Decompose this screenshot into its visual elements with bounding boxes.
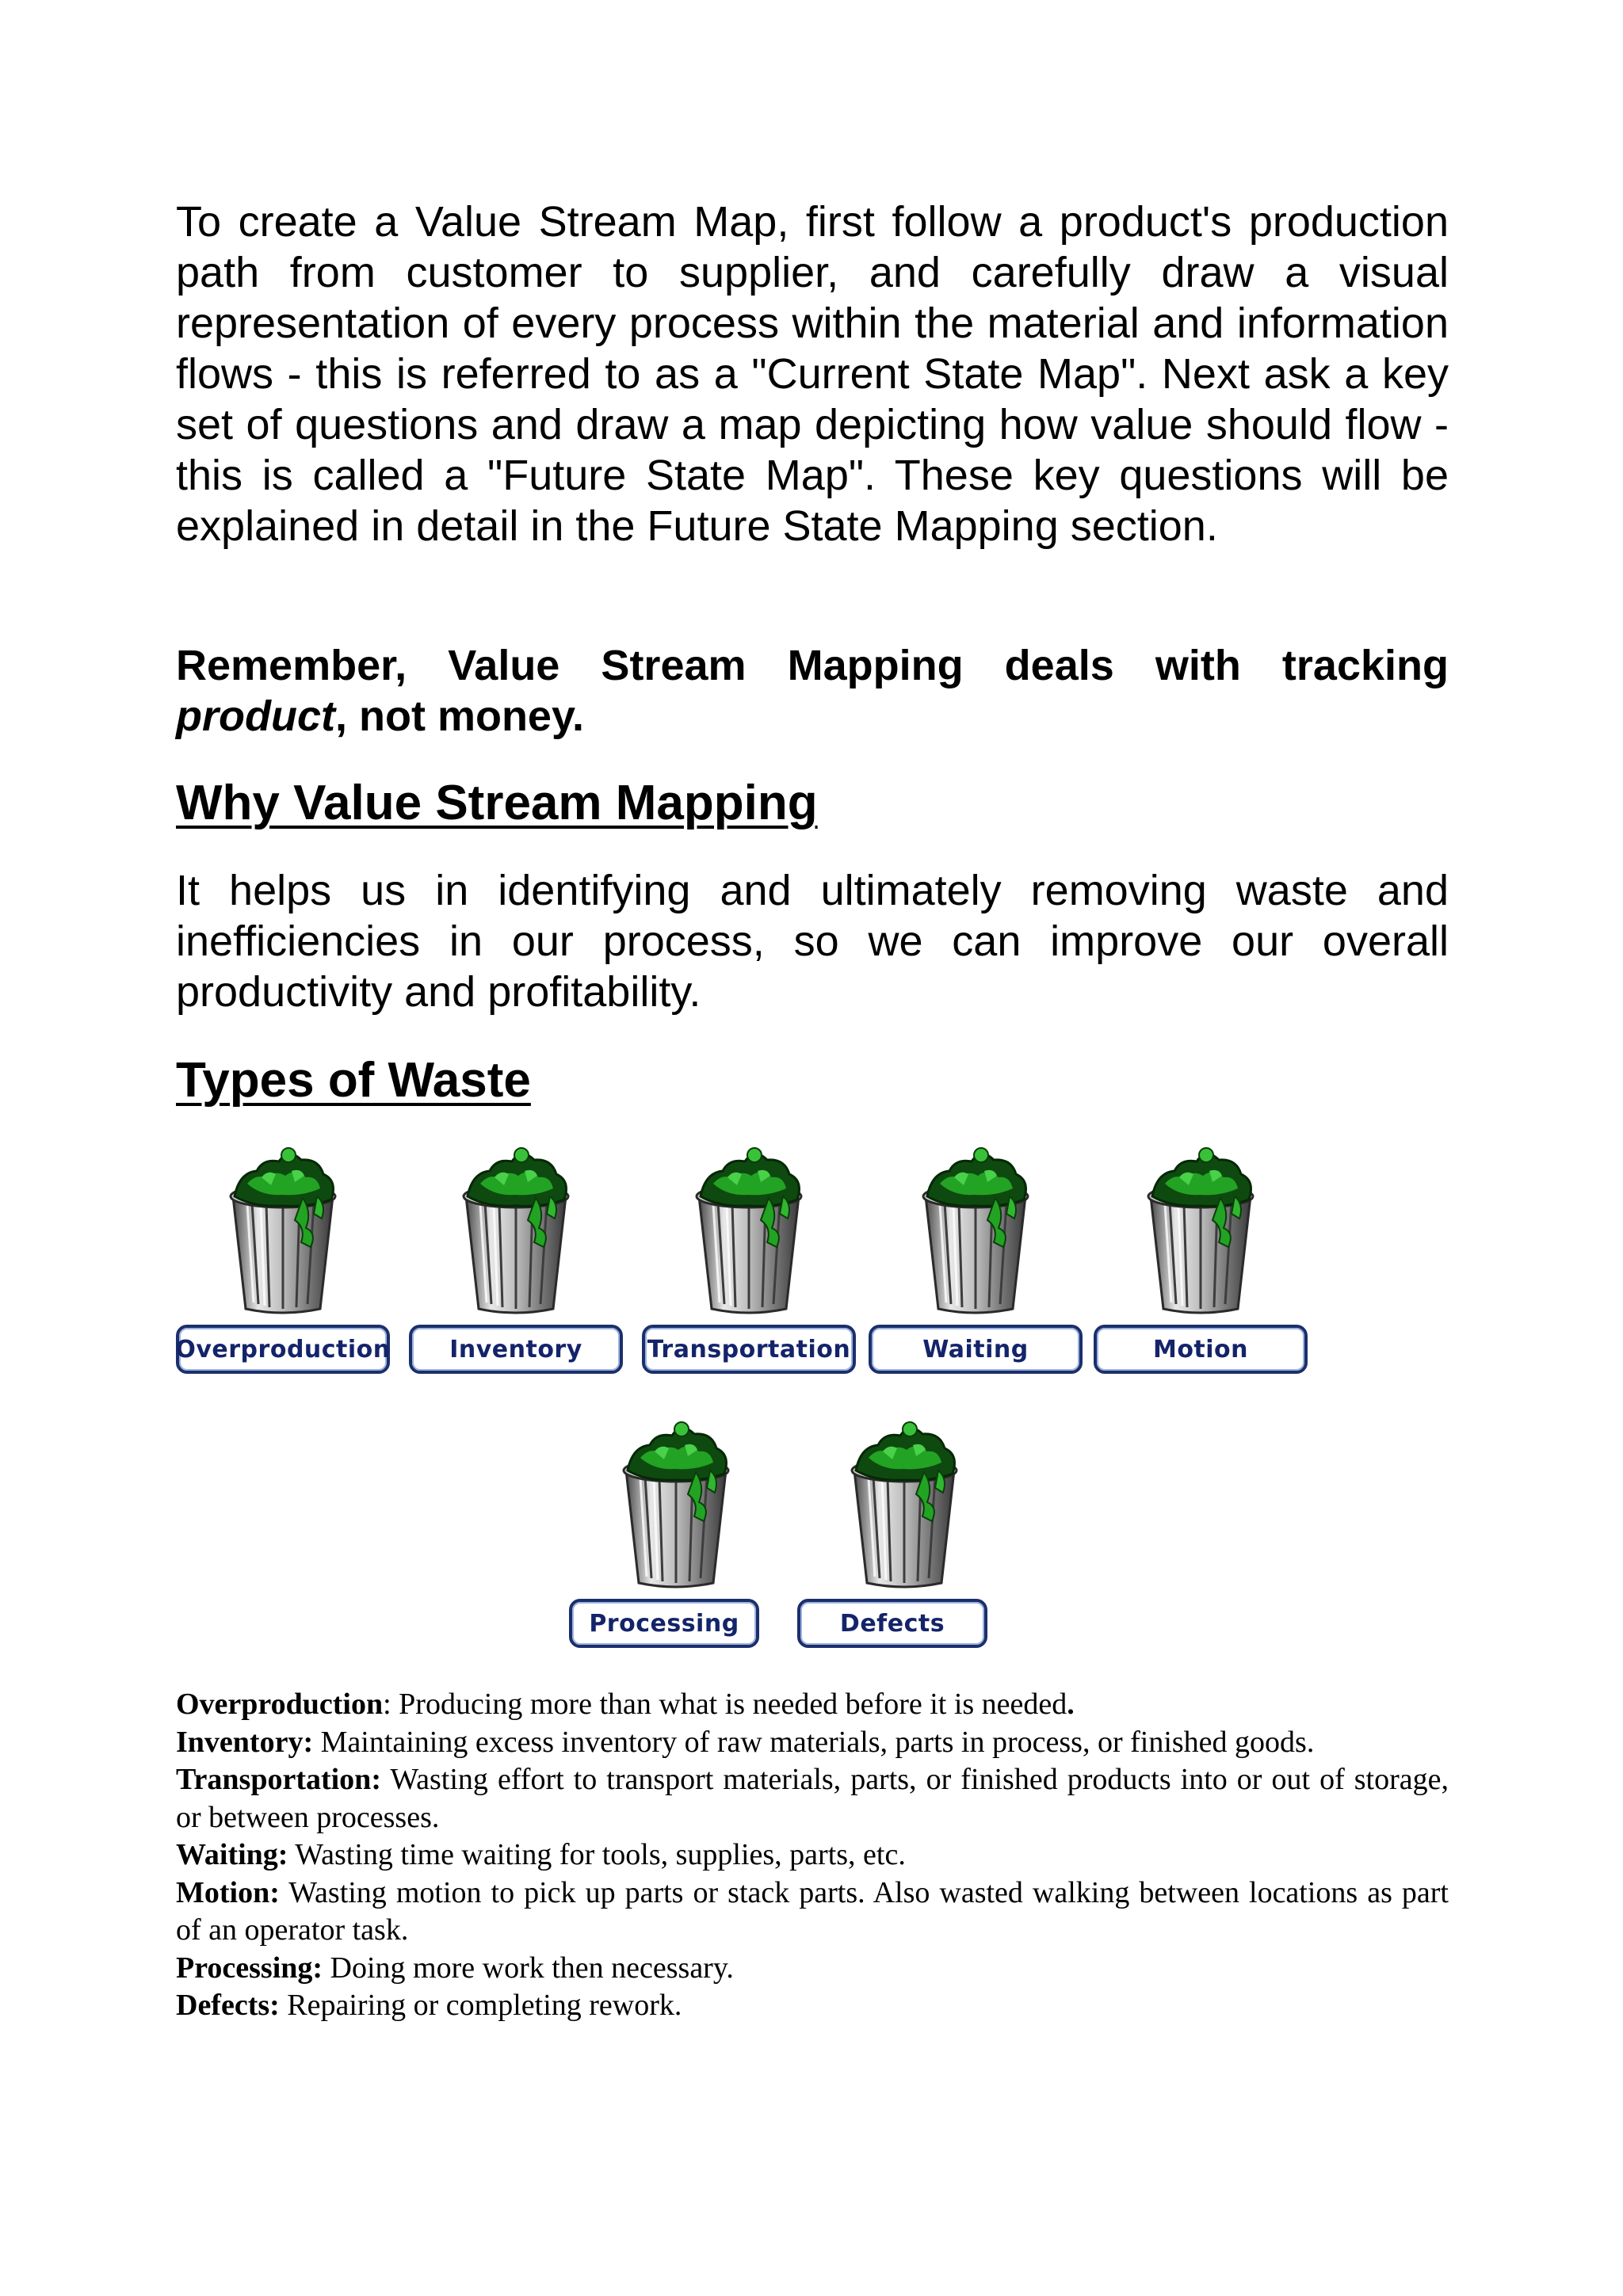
definition-text: Doing more work then necessary. — [330, 1951, 734, 1985]
waste-label-processing: Processing — [569, 1599, 759, 1648]
remember-text: Remember, Value Stream Mapping deals with tracking — [176, 642, 1449, 689]
intro-paragraph: To create a Value Stream Map, first follow a product's production path from customer to supplier, and carefully draw a visual representation of every process within the material and information flows - this is referred to as a "Current State Map". Next ask a key set of questions and draw a map depicting how value should flow - this is called a "Future State Map". These key questions will be explained in detail in the Future State Mapping section. — [176, 198, 1449, 550]
waste-item-overproduction — [176, 1141, 390, 1379]
waste-label-overproduction: Overproduction — [176, 1325, 390, 1374]
waste-item-motion — [1094, 1141, 1308, 1379]
trash-can-icon — [682, 1141, 816, 1317]
definition-text: Producing more than what is needed before it is needed — [399, 1688, 1067, 1721]
remember-emphasis: product — [176, 692, 335, 740]
trash-can-icon — [837, 1415, 972, 1591]
definition-separator — [280, 1876, 288, 1909]
waste-label-inventory: Inventory — [409, 1325, 623, 1374]
remember-note — [176, 640, 1449, 742]
definition-text: Repairing or completing rework. — [287, 1989, 682, 2022]
trash-can-icon — [908, 1141, 1043, 1317]
waste-item-waiting — [869, 1141, 1083, 1379]
remember-tail: , not money. — [334, 692, 584, 740]
definition-separator — [323, 1951, 330, 1985]
definition-separator — [280, 1989, 288, 2022]
definition-defects — [176, 1987, 1449, 2025]
trash-can-icon — [216, 1141, 350, 1317]
definition-separator: : — [383, 1688, 399, 1721]
waste-item-transportation — [642, 1141, 856, 1379]
waste-item-processing — [569, 1415, 783, 1653]
definition-end: . — [1067, 1688, 1075, 1721]
definition-separator — [381, 1763, 390, 1796]
why-heading: Why Value Stream Mapping — [176, 776, 818, 830]
definition-separator — [313, 1726, 321, 1759]
waste-item-defects — [797, 1415, 1011, 1653]
definition-transportation — [176, 1761, 1449, 1836]
why-paragraph: It helps us in identifying and ultimately removing waste and inefficiencies in our process, so we can improve our overall productivity and profitability. — [176, 867, 1449, 1016]
definition-text: Wasting time waiting for tools, supplies, parts, etc. — [295, 1838, 906, 1871]
definition-overproduction — [176, 1686, 1449, 1724]
waste-label-defects: Defects — [797, 1599, 987, 1648]
trash-can-icon — [1133, 1141, 1268, 1317]
definition-term: Transportation: — [176, 1763, 381, 1796]
waste-definitions — [176, 1686, 1449, 2025]
definition-term: Defects: — [176, 1989, 280, 2022]
definition-term: Waiting: — [176, 1838, 288, 1871]
definition-text: Wasting effort to transport materials, parts, or finished products into or out of storage, or between processes. — [176, 1763, 1449, 1834]
types-heading: Types of Waste — [176, 1053, 531, 1108]
waste-label-transportation: Transportation — [642, 1325, 856, 1374]
trash-can-icon — [449, 1141, 583, 1317]
definition-waiting — [176, 1836, 1449, 1875]
definition-term: Inventory: — [176, 1725, 314, 1759]
definition-motion — [176, 1875, 1449, 1950]
definition-inventory — [176, 1724, 1449, 1762]
waste-label-waiting: Waiting — [869, 1325, 1083, 1374]
definition-term: Processing: — [176, 1951, 323, 1985]
definition-term: Overproduction — [176, 1688, 384, 1721]
definition-term: Motion: — [176, 1875, 280, 1909]
definition-processing — [176, 1950, 1449, 1988]
waste-label-motion: Motion — [1094, 1325, 1308, 1374]
definition-separator — [288, 1838, 295, 1871]
waste-item-inventory — [409, 1141, 623, 1379]
definition-text: Maintaining excess inventory of raw materials, parts in process, or finished goods. — [320, 1725, 1315, 1759]
definition-text: Wasting motion to pick up parts or stack parts. Also wasted walking between locations as part of an operator task. — [176, 1875, 1449, 1947]
trash-can-icon — [609, 1415, 743, 1591]
